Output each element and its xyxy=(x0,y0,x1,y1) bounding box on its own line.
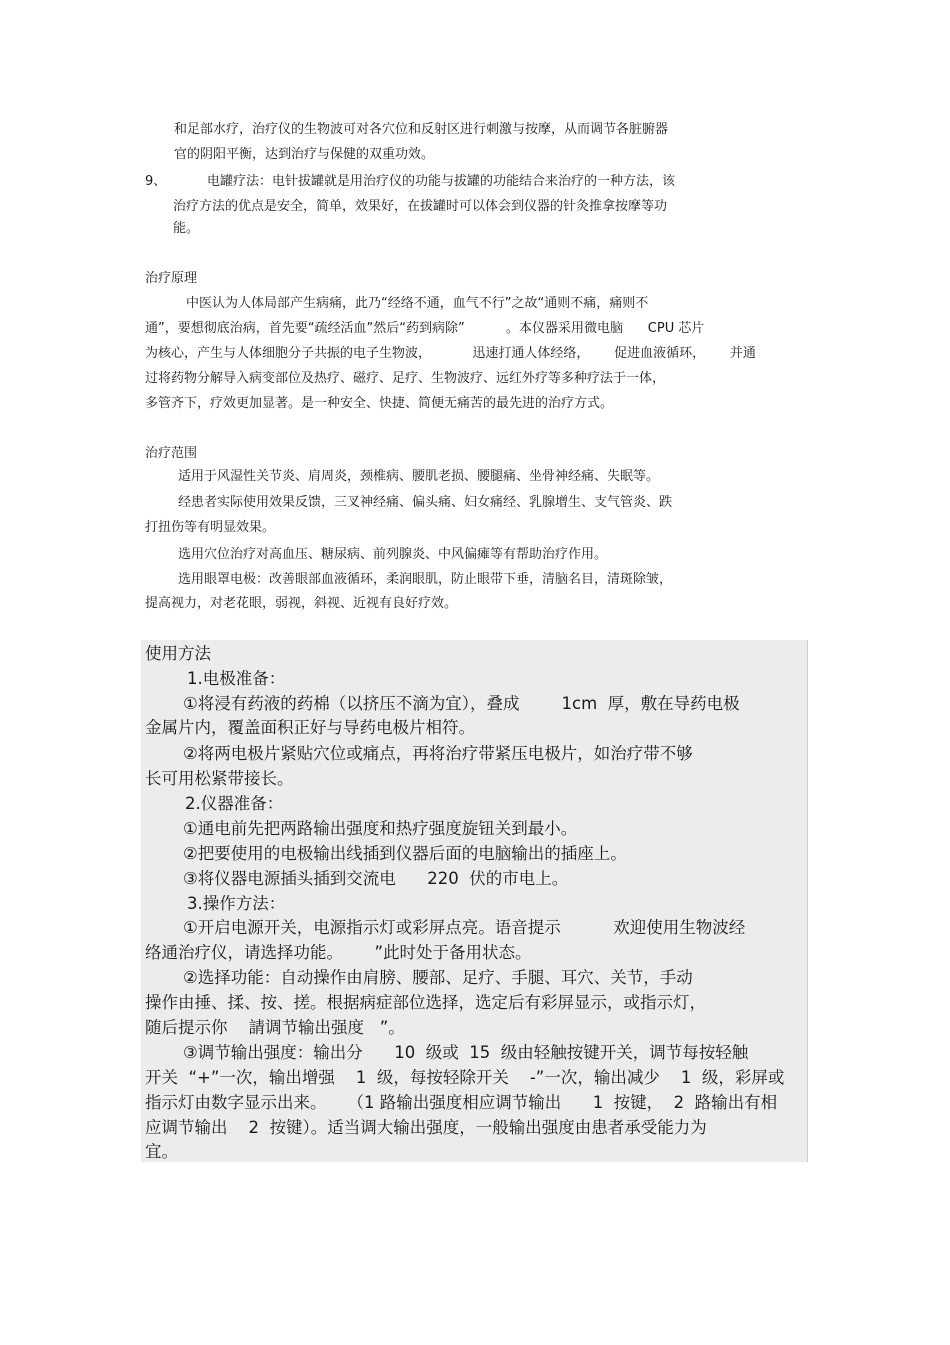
scope-line-1: 适用于风湿性关节炎、肩周炎，颈椎病、腰肌老损、腰腿痛、坐骨神经痛、失眠等。 xyxy=(178,469,660,484)
principle-line-1: 中医认为人体局部产生病痛，此乃“经络不通，血气不行”之故“通则不痛，痛则不 xyxy=(186,296,649,311)
principle-line-4: 过将药物分解导入病变部位及热疗、磁疗、足疗、生物波疗、远红外疗等多种疗法于一体， xyxy=(145,371,666,386)
scope-title: 治疗范围 xyxy=(145,446,198,461)
principle-line-2: 通”，要想彻底治病，首先要“疏经活血”然后“药到病除” 。本仪器采用微电脑 CPU 芯片 xyxy=(145,321,705,336)
usage-line-7: ①通电前先把两路输出强度和热疗强度旋钮关到最小。 xyxy=(183,819,578,838)
usage-line-13: ②选择功能：自动操作由肩膀、腰部、足疗、手腿、耳穴、关节，手动 xyxy=(183,968,693,987)
scope-line-4: 选用穴位治疗对高血压、糖尿病、前列腺炎、中风偏瘫等有帮助治疗作用。 xyxy=(178,547,608,562)
usage-line-5: 长可用松紧带接长。 xyxy=(145,769,294,788)
principle-line-5: 多管齐下，疗效更加显著。是一种安全、快捷、简便无痛苦的最先进的治疗方式。 xyxy=(145,396,614,411)
scope-line-3: 打扭伤等有明显效果。 xyxy=(145,520,276,535)
usage-line-15: 随后提示你 請调节输出强度 ”。 xyxy=(145,1018,405,1037)
intro-line-1: 和足部水疗，治疗仪的生物波可对各穴位和反射区进行刺激与按摩，从而调节各脏腑器 xyxy=(174,122,669,137)
usage-line-12: 络通治疗仪，请选择功能。 ”此时处于备用状态。 xyxy=(145,943,532,962)
usage-line-16: ③调节输出强度：输出分 10 级或 15 级由轻触按键开关，调节每按轻触 xyxy=(183,1043,749,1062)
usage-line-17: 开关 “+”一次，输出增强 1 级，每按轻除开关 -”一次，输出减少 1 级，彩屏或 xyxy=(145,1068,785,1087)
item9-number: 9、 xyxy=(145,174,167,189)
scope-line-6: 提高视力，对老花眼，弱视，斜视、近视有良好疗效。 xyxy=(145,596,458,611)
principle-title: 治疗原理 xyxy=(145,271,198,286)
usage-line-14: 操作由捶、揉、按、搓。根据病症部位选择，选定后有彩屏显示，或指示灯， xyxy=(145,993,706,1012)
usage-line-4: ②将两电极片紧贴穴位或痛点，再将治疗带紧压电极片，如治疗带不够 xyxy=(183,744,693,763)
scope-line-2: 经患者实际使用效果反馈，三叉神经痛、偏头痛、妇女痛经、乳腺增生、支气管炎、跌 xyxy=(178,495,673,510)
usage-line-18: 指示灯由数字显示出来。 （1 路输出强度相应调节输出 1 按键， 2 路输出有相 xyxy=(145,1093,778,1112)
usage-line-2: ①将浸有药液的药棉（以挤压不滴为宜），叠成 1cm 厚，敷在导药电极 xyxy=(183,694,740,713)
usage-line-11: ①开启电源开关，电源指示灯或彩屏点亮。语音提示 欢迎使用生物波经 xyxy=(183,918,746,937)
usage-line-1: 1.电极准备： xyxy=(187,669,286,688)
usage-line-10: 3.操作方法： xyxy=(187,894,286,913)
item9-line-3: 能。 xyxy=(173,221,200,236)
usage-line-8: ②把要使用的电极输出线插到仪器后面的电脑输出的插座上。 xyxy=(183,844,627,863)
usage-line-6: 2.仪器准备： xyxy=(185,794,284,813)
usage-line-20: 宜。 xyxy=(145,1142,178,1161)
item9-line-2: 治疗方法的优点是安全，简单，效果好，在拔罐时可以体会到仪器的针灸推拿按摩等功 xyxy=(173,199,668,214)
intro-line-2: 官的阴阳平衡，达到治疗与保健的双重功效。 xyxy=(174,147,435,162)
usage-line-3: 金属片内，覆盖面积正好与导药电极片相符。 xyxy=(145,718,475,737)
usage-line-9: ③将仪器电源插头插到交流电 220 伏的市电上。 xyxy=(183,869,569,888)
principle-line-3: 为核心，产生与人体细胞分子共振的电子生物波， 迅速打通人体经络， 促进血液循环， 并通 xyxy=(145,346,756,361)
usage-title: 使用方法 xyxy=(145,644,211,663)
item9-line-1: 电罐疗法：电针拔罐就是用治疗仪的功能与拔罐的功能结合来治疗的一种方法，该 xyxy=(207,174,676,189)
scope-line-5: 选用眼罩电极：改善眼部血液循环，柔润眼肌，防止眼带下垂，清脑名目，清斑除皱， xyxy=(178,572,673,587)
usage-line-19: 应调节输出 2 按键）。适当调大输出强度，一般输出强度由患者承受能力为 xyxy=(145,1118,707,1137)
